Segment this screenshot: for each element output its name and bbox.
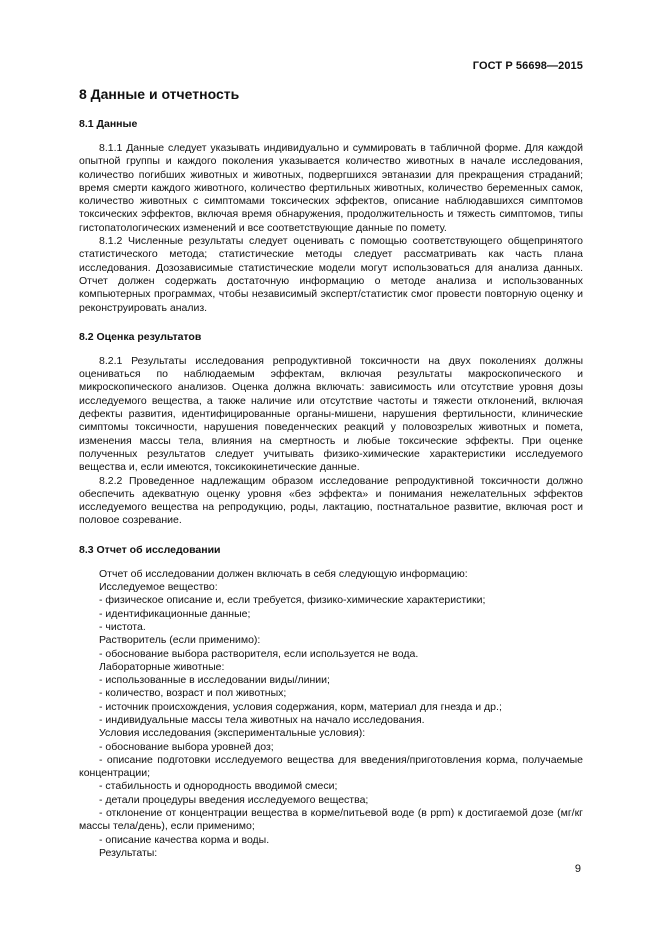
paragraph-8-2-1: 8.2.1 Результаты исследования репродуктивной токсичности на двух поколениях должны оцениваться по наблюдаемым эффектам, включая результаты макроскопического и микроскопического анализов. Оценка должна включать: зависимость или отсутствие уровня дозы исследуемого вещества, а также наличие или отсутствие частоты и тяжести отклонений, включая дефекты развития, идентифицированные органы-мишени, нарушения фертильности, клинические симптомы токсичности, нарушения поведенческих реакций у половозрелых животных и помета, изменения массы тела, влияния на смертность и любые токсические эффекты. При оценке полученных результатов следует учитывать физико-химические характеристики исследуемого вещества и, если имеются, токсикокинетические данные. xyxy=(79,354,583,474)
subsection-8-3 xyxy=(79,544,583,861)
report-list-line: - обоснование выбора растворителя, если используется не вода. xyxy=(99,647,419,660)
report-list-line: - индивидуальные массы тела животных на начало исследования. xyxy=(99,713,425,726)
report-list-line: Результаты: xyxy=(99,846,158,859)
subsection-title: 8.2 Оценка результатов xyxy=(79,330,202,343)
report-list-line: - источник происхождения, условия содержания, корм, материал для гнезда и др.; xyxy=(99,700,502,713)
paragraph-8-1-2: 8.1.2 Численные результаты следует оценивать с помощью соответствующего общепринятого статистического метода; статистические методы следует рассматривать как часть плана исследования. Дозозависимые статистические модели могут использоваться для анализа данных. Отчет должен содержать достаточную информацию о методе анализа и использованных компьютерных программах, чтобы независимый эксперт/статистик смог провести повторную оценку и реконструировать анализ. xyxy=(79,235,583,314)
paragraph-8-2-2: 8.2.2 Проведенное надлежащим образом исследование репродуктивной токсичности должно обеспечить адекватную оценку уровня «без эффекта» и понимания нежелательных эффектов исследуемого вещества на репродукцию, роды, лактацию, постнатальное развитие, включая рост и половое созревание. xyxy=(79,474,583,527)
section-title: 8 Данные и отчетность xyxy=(79,86,240,102)
subsection-title: 8.3 Отчет об исследовании xyxy=(79,543,221,556)
report-list-line: - обоснование выбора уровней доз; xyxy=(99,740,274,753)
report-list-line: Исследуемое вещество: xyxy=(99,581,218,594)
subsection-title: 8.1 Данные xyxy=(79,118,138,130)
report-list-line: - количество, возраст и пол животных; xyxy=(99,687,287,700)
report-contents-list xyxy=(79,568,583,861)
subsection-8-1 xyxy=(79,118,583,315)
report-list-line: - идентификационные данные; xyxy=(99,607,251,620)
paragraph-8-1-1: 8.1.1 Данные следует указывать индивидуально и суммировать в табличной форме. Для каждой опытной группы и каждого поколения указывается количество животных в начале исследования, количество погибших животных и животных, подвергшихся эвтаназии для прекращения страданий; время смерти каждого животного, количество фертильных животных, количество беременных самок, количество животных с симптомами токсических эффектов, описание наблюдавшихся симптомов токсических эффектов, включая время обнаружения, продолжительность и тяжесть симптомов, типы гистопатологических изменений и все соответствующие данные по помету. xyxy=(79,142,583,234)
report-list-line: Отчет об исследовании должен включать в себя следующую информацию: xyxy=(99,567,468,580)
report-list-line: - отклонение от концентрации вещества в корме/питьевой воде (в ppm) к достигаемой дозе (мг/кг массы тела/день), если применимо; xyxy=(79,807,583,833)
report-list-line: - чистота. xyxy=(99,620,146,633)
report-list-line: - детали процедуры введения исследуемого вещества; xyxy=(99,793,369,806)
page-number: 9 xyxy=(574,863,581,875)
standard-number: ГОСТ Р 56698—2015 xyxy=(472,60,583,72)
report-list-line: - описание качества корма и воды. xyxy=(99,833,270,846)
report-list-line: - использованные в исследовании виды/линии; xyxy=(99,674,330,687)
report-list-line: - описание подготовки исследуемого вещества для введения/приготовления корма, получаемые концентрации; xyxy=(79,753,583,780)
report-list-line: Растворитель (если применимо): xyxy=(99,634,261,647)
report-list-line: - физическое описание и, если требуется, физико-химические характеристики; xyxy=(99,594,486,607)
subsection-8-2 xyxy=(79,331,583,528)
page-content xyxy=(79,86,583,876)
report-list-line: - стабильность и однородность вводимой смеси; xyxy=(99,780,338,793)
report-list-line: Лабораторные животные: xyxy=(99,660,225,673)
report-list-line: Условия исследования (экспериментальные условия): xyxy=(99,727,366,740)
